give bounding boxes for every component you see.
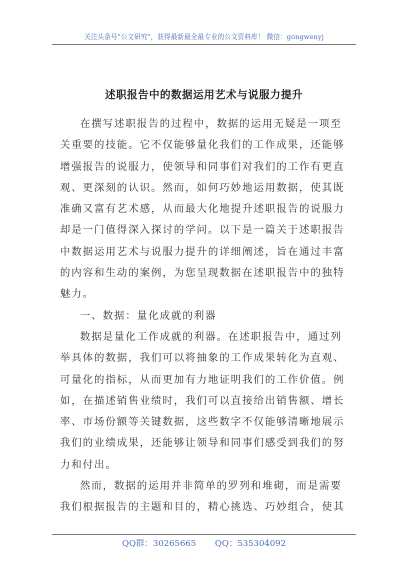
- paragraph-line: 力和付出。: [60, 459, 117, 471]
- footer: [0, 537, 408, 549]
- paragraph-line: 如，在描述销售业绩时，我们可以直接给出销售额、增长: [60, 395, 345, 407]
- footer-qq-group: QQ群：30265665: [121, 539, 197, 549]
- paragraph-line: 中数据运用艺术与说服力提升的详细阐述，旨在通过丰富: [60, 246, 345, 258]
- paragraph-line: 关重要的技能。它不仅能够量化我们的工作成果，还能够: [60, 140, 345, 152]
- paragraph-line: 却是一门值得深入探讨的学问。以下是一篇关于述职报告: [60, 225, 345, 237]
- section-heading: 一、数据：量化成就的利器: [80, 310, 217, 322]
- paragraph-line: 的内容和生动的案例，为您呈现数据在述职报告中的独特: [60, 268, 345, 280]
- document-body: [60, 114, 347, 519]
- paragraph-line: 然而，数据的运用并非简单的罗列和堆砌，而是需要: [80, 481, 342, 493]
- paragraph-line: 魅力。: [60, 289, 95, 301]
- paragraph-line: 举具体的数据，我们可以将抽象的工作成果转化为直观、: [60, 353, 345, 365]
- footer-divider: [52, 534, 356, 535]
- footer-qq: QQ：535304092: [214, 539, 286, 549]
- paragraph-line: 我们的业绩成果，还能够让领导和同事们感受到我们的努: [60, 438, 345, 450]
- paragraph-line: 增强报告的说服力，使领导和同事们对我们的工作有更直: [60, 161, 345, 173]
- paragraph-line: 观、更深刻的认识。然而，如何巧妙地运用数据，使其既: [60, 182, 345, 194]
- paragraph-line: 数据是量化工作成就的利器。在述职报告中，通过列: [80, 331, 342, 343]
- paragraph-line: 准确又富有艺术感，从而最大化地提升述职报告的说服力: [60, 204, 345, 216]
- paragraph-line: 在撰写述职报告的过程中，数据的运用无疑是一项至: [80, 119, 342, 130]
- paragraph-line: 率、市场份额等关键数据，这些数字不仅能够清晰地展示: [60, 417, 345, 429]
- header-note: 关注头条号"公文研究"，获得最新最全最专业的公文资料库！ 微信：gongwenyj: [84, 33, 324, 41]
- header-divider: [52, 44, 356, 45]
- page-title: 述职报告中的数据运用艺术与说服力提升: [105, 89, 303, 101]
- paragraph-line: 可量化的指标，从而更加有力地证明我们的工作价值。例: [60, 374, 345, 386]
- paragraph-line: 我们根据报告的主题和目的，精心挑选、巧妙组合，使其: [60, 502, 345, 514]
